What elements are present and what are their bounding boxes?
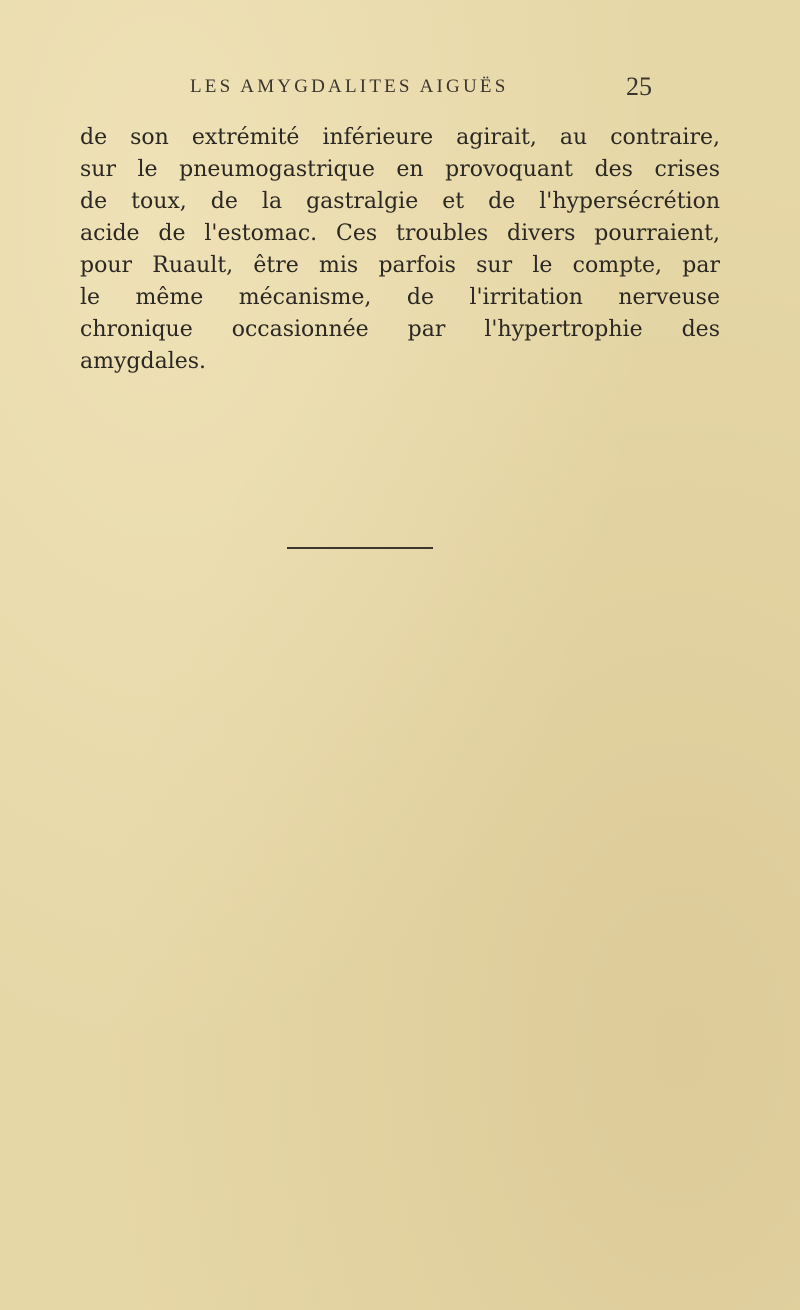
text-line: de son extrémité inférieure agirait, au contraire,: [80, 125, 720, 150]
running-head: [0, 72, 800, 106]
page-number: 25: [626, 72, 652, 101]
running-title: LES AMYGDALITES AIGUËS: [190, 76, 509, 97]
section-divider-rule: [287, 547, 433, 549]
text-line: pour Ruault, être mis parfois sur le compte, par: [80, 253, 720, 278]
body-paragraph: [80, 122, 720, 378]
text-line: chronique occasionnée par l'hypertrophie des: [80, 317, 720, 342]
text-line: acide de l'estomac. Ces troubles divers pourraient,: [80, 221, 720, 246]
text-line: de toux, de la gastralgie et de l'hypersécrétion: [80, 189, 720, 214]
text-line: amygdales.: [80, 349, 207, 374]
text-line: le même mécanisme, de l'irritation nerveuse: [80, 285, 720, 310]
text-line: sur le pneumogastrique en provoquant des crises: [80, 157, 720, 182]
